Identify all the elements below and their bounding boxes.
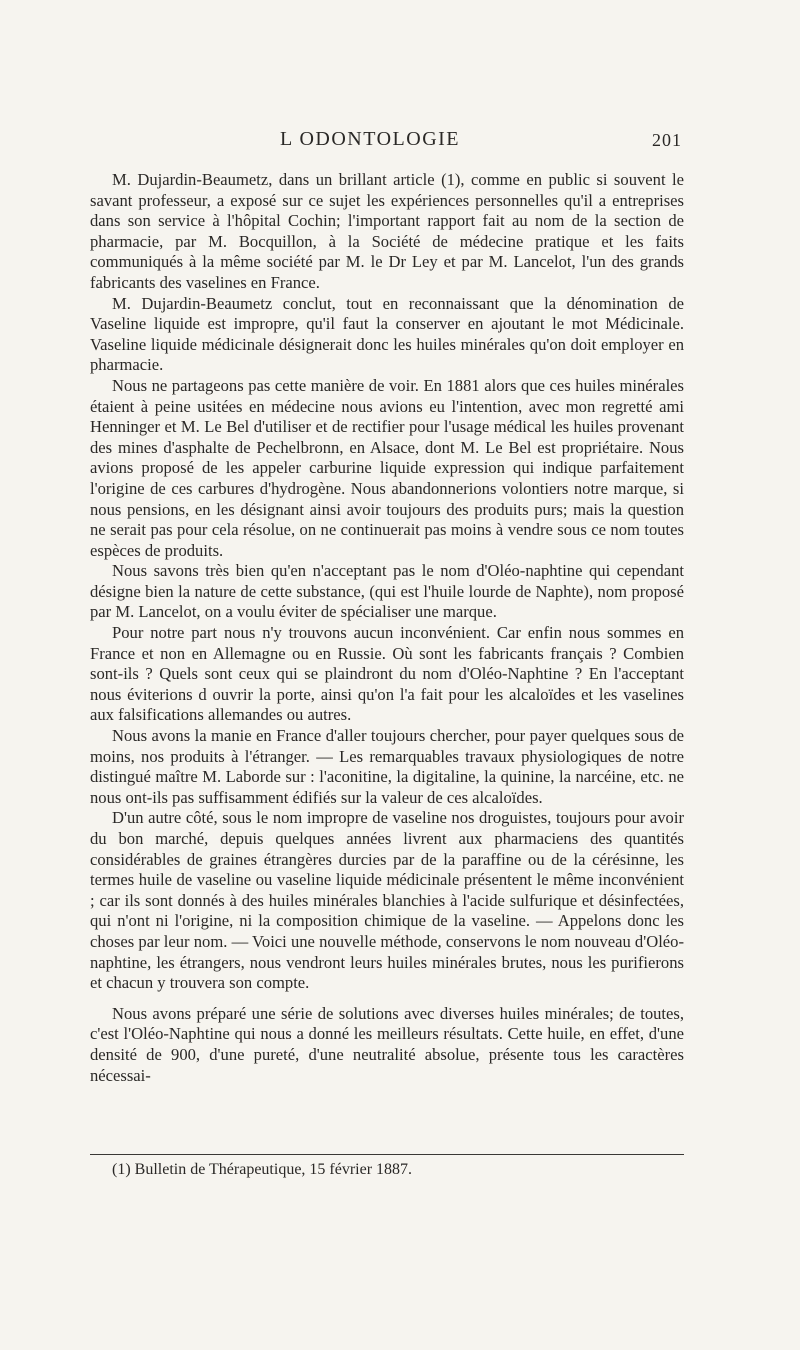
running-title: L ODONTOLOGIE (280, 128, 461, 150)
paragraph: Nous savons très bien qu'en n'acceptant pas le nom d'Oléo-naphtine qui cependant désigne bien la nature de cette substance, (qui est l'huile lourde de Naphte), nom proposé par M. Lancelot, on a voulu éviter de spécialiser une marque. (90, 561, 684, 622)
paragraph: Nous avons préparé une série de solutions avec diverses huiles minérales; de toutes, c'est l'Oléo-Naphtine qui nous a donné les meilleurs résultats. Cette huile, en effet, d'une densité de 900, d'une pureté, d'une neutralité absolue, présente tous les caractères nécessai- (90, 1003, 684, 1085)
paragraph: Nous ne partageons pas cette manière de voir. En 1881 alors que ces huiles minérales étaient à peine usitées en médecine nous avions eu l'intention, avec mon regretté ami Henninger et M. Le Bel d'utiliser et de rectifier pour l'usage médical les huiles provenant des mines d'asphalte de Pechelbronn, en Alsace, dont M. Le Bel est propriétaire. Nous avions proposé de les appeler carburine liquide expression qui indique parfaitement l'origine de ces carbures d'hydrogène. Nous abandonnerions volontiers notre marque, si nous pensions, en les désignant ainsi avoir toujours des produits purs; mais la question ne serait pas pour cela résolue, on ne continuerait pas moins à vendre sous ce nom toutes espèces de produits. (90, 375, 684, 560)
paragraph: M. Dujardin-Beaumetz conclut, tout en reconnaissant que la dénomination de Vaseline liquide est impropre, qu'il faut la conserver en ajoutant le mot Médicinale. Vaseline liquide médicinale désignerait donc les huiles minérales qu'on doit employer en pharmacie. (90, 293, 684, 375)
footnote-divider (90, 1154, 684, 1155)
body-text (90, 170, 684, 1086)
page-header (90, 128, 682, 154)
paragraph: Pour notre part nous n'y trouvons aucun inconvénient. Car enfin nous sommes en France et non en Allemagne ou en Russie. Où sont les fabricants français ? Combien sont-ils ? Quels sont ceux qui se plaindront du nom d'Oléo-Naphtine ? En l'acceptant nous éviterions d ouvrir la porte, ainsi qu'on l'a fait pour les alcaloïdes et les vaselines aux falsifications allemandes ou autres. (90, 623, 684, 725)
footnote: (1) Bulletin de Thérapeutique, 15 février 1887. (112, 1161, 413, 1178)
paragraph: D'un autre côté, sous le nom impropre de vaseline nos droguistes, toujours pour avoir du bon marché, depuis quelques années livrent aux pharmaciens des quantités considérables de graines étrangères durcies par de la paraffine ou de la cérésinne, les termes huile de vaseline ou vaseline liquide médicinale présentent le même inconvénient ; car ils sont donnés à des huiles minérales blanchies à l'acide sulfurique et désinfectées, qui n'ont ni l'origine, ni la composition chimique de la vaseline. — Appelons donc les choses par leur nom. — Voici une nouvelle méthode, conservons le nom nouveau d'Oléo-naphtine, les étrangers, nous vendront leurs huiles minérales brutes, nous les purifierons et chacun y trouvera son compte. (90, 808, 684, 993)
paragraph: Nous avons la manie en France d'aller toujours chercher, pour payer quelques sous de moins, nos produits à l'étranger. — Les remarquables travaux physiologiques de notre distingué maître M. Laborde sur : l'aconitine, la digitaline, la quinine, la narcéine, etc. ne nous ont-ils pas suffisamment édifiés sur la valeur de ces alcaloïdes. (90, 726, 684, 807)
page-number: 201 (652, 130, 682, 150)
paragraph: M. Dujardin-Beaumetz, dans un brillant article (1), comme en public si souvent le savant professeur, a exposé sur ce sujet les expériences personnelles qu'il a entreprises dans son service à l'hôpital Cochin; l'important rapport fait au nom de la section de pharmacie, par M. Bocquillon, à la Société de médecine pratique et les faits communiqués à la même société par M. le Dr Ley et par M. Lancelot, l'un des grands fabricants des vaselines en France. (90, 170, 684, 292)
